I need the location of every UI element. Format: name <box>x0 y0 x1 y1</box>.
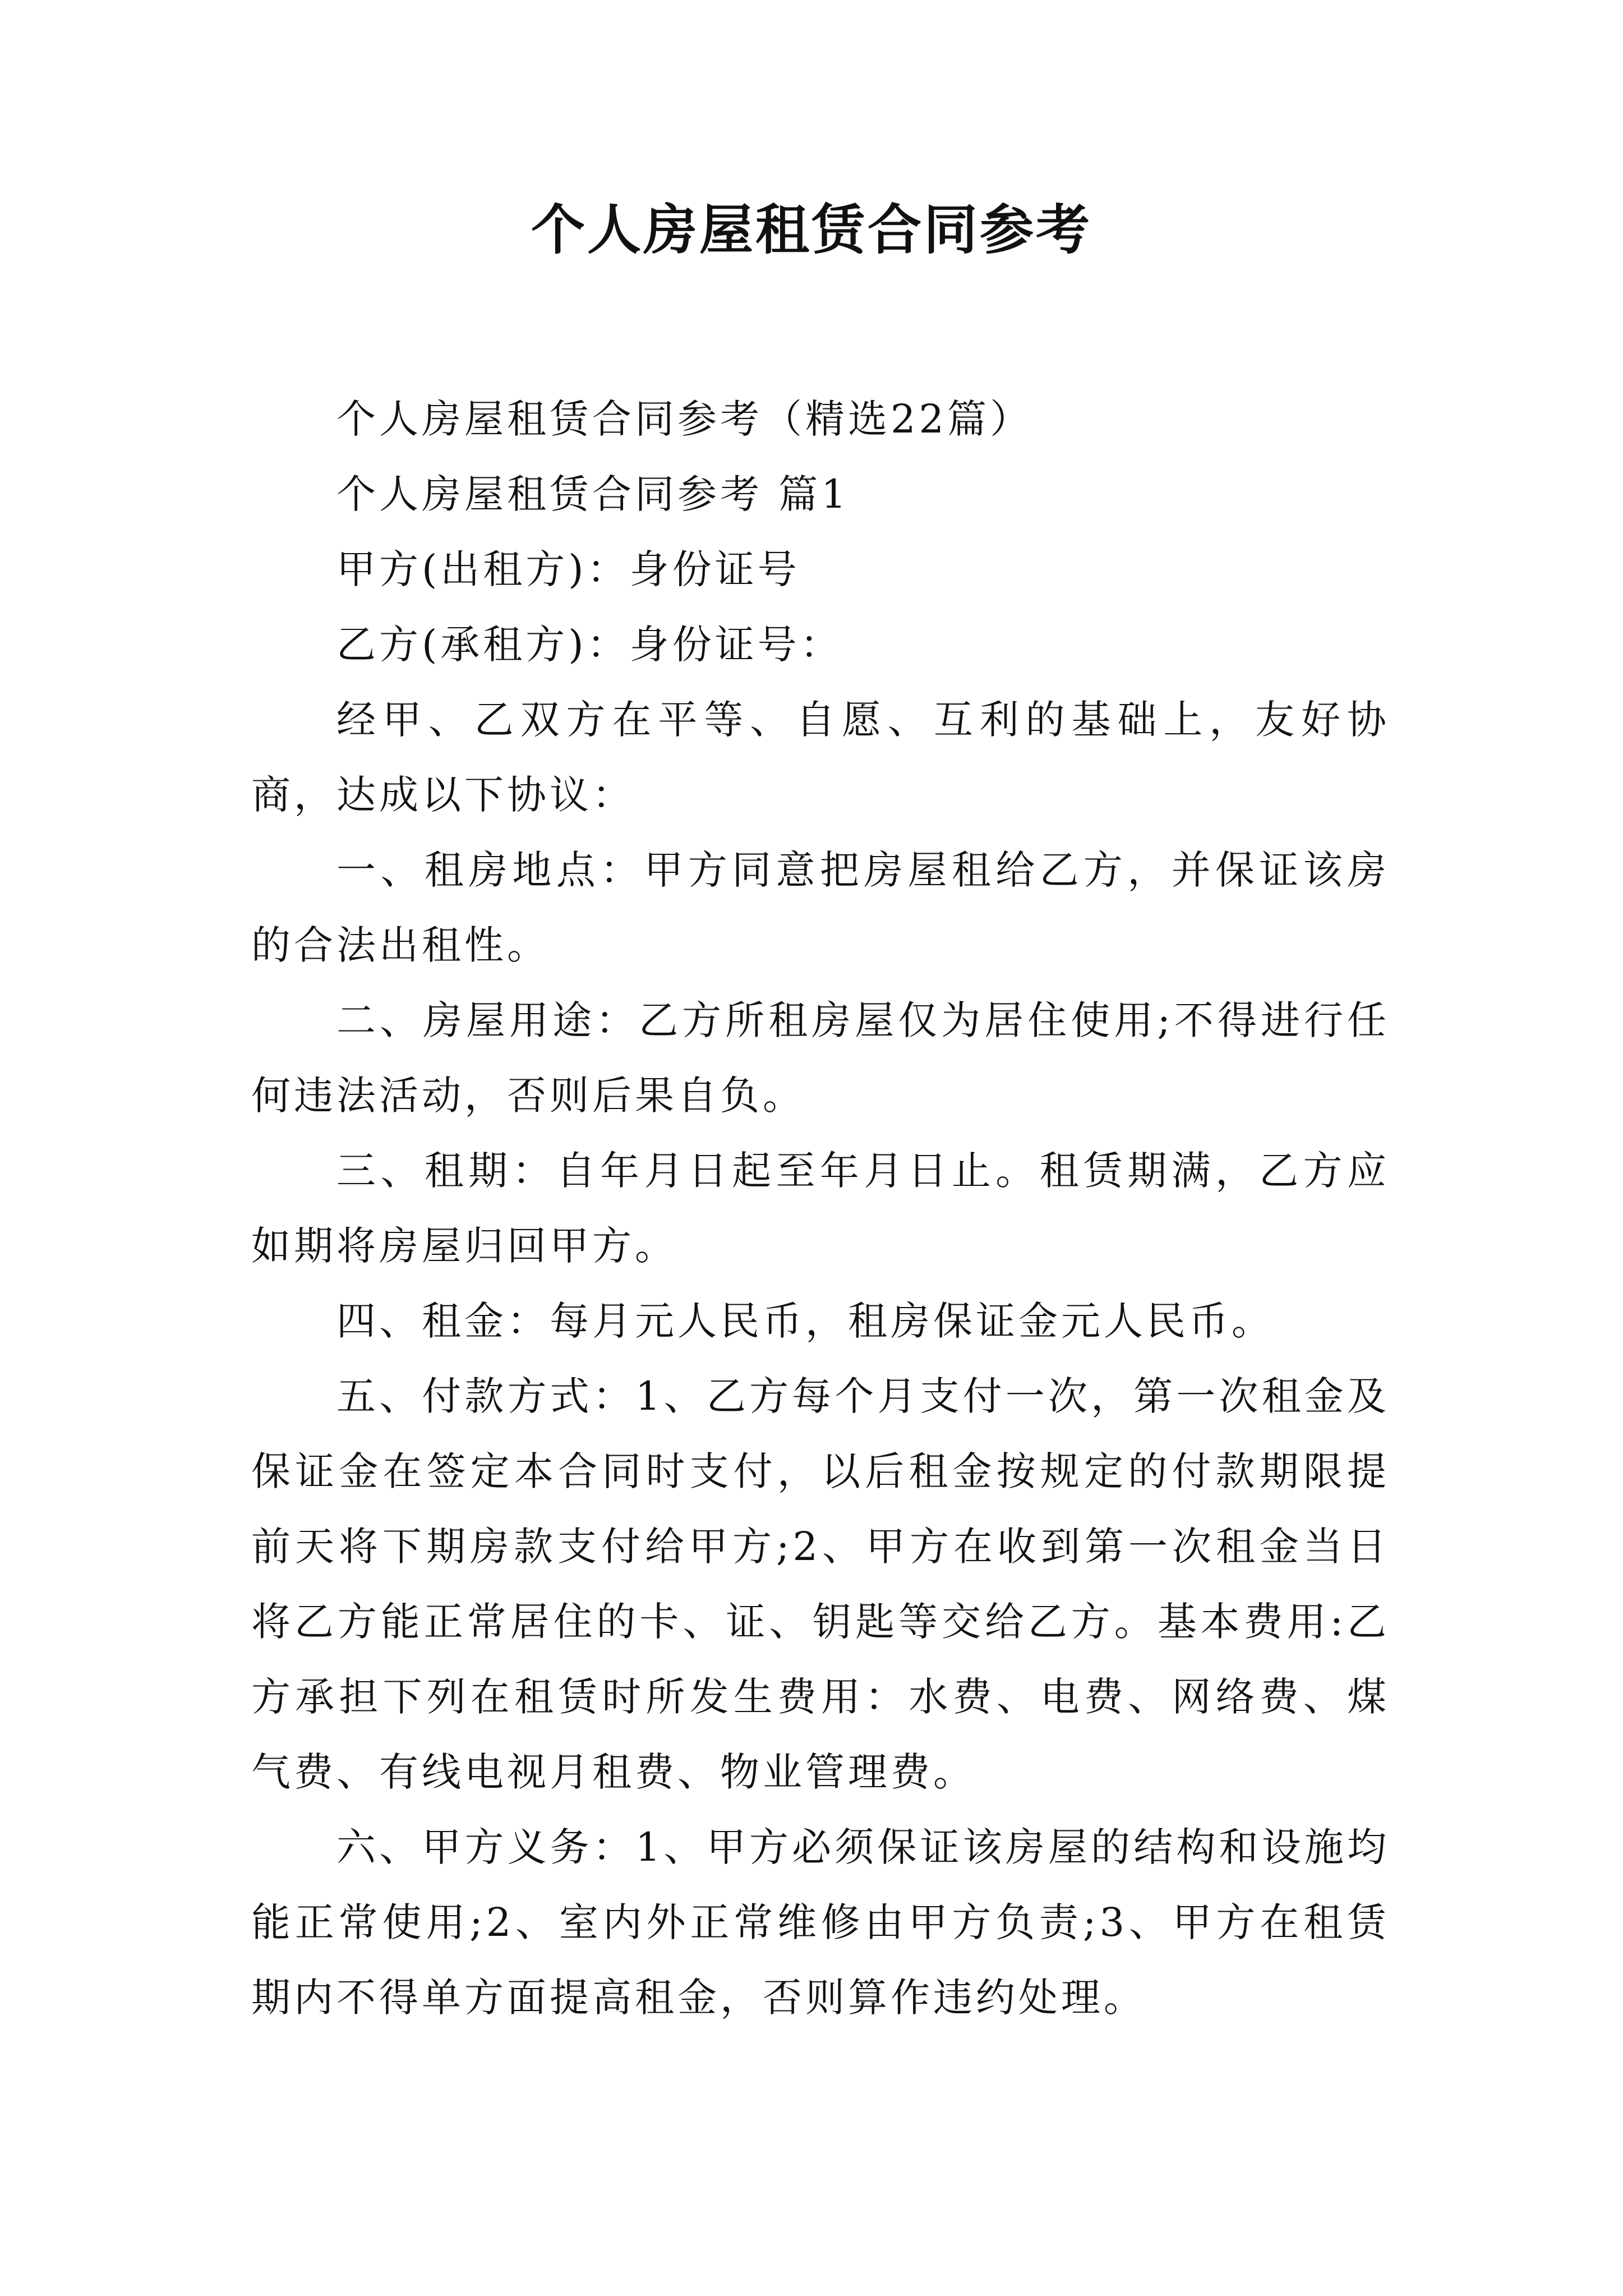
paragraph-subtitle: 个人房屋租赁合同参考（精选22篇） <box>336 396 1033 442</box>
paragraph-clause-4: 四、租金：每月元人民币，租房保证金元人民币。 <box>336 1298 1274 1344</box>
paragraph-clause-6: 六、甲方义务：1、甲方必须保证该房屋的结构和设施均能正常使用;2、室内外正常维修由甲方负责;3、甲方在租赁期内不得单方面提高租金，否则算作违约处理。 <box>251 1824 1390 2021</box>
paragraph-party-a: 甲方(出租方)：身份证号 <box>336 546 800 592</box>
paragraph-clause-5: 五、付款方式：1、乙方每个月支付一次，第一次租金及保证金在签定本合同时支付，以后租金按规定的付款期限提前天将下期房款支付给甲方;2、甲方在收到第一次租金当日将乙方能正常居住的卡、证、钥匙等交给乙方。基本费用:乙方承担下列在租赁时所发生费用：水费、电费、网络费、煤气费、有线电视月租费、物业管理费。 <box>251 1373 1390 1795</box>
document-body <box>251 381 1390 2035</box>
paragraph-party-b: 乙方(承租方)：身份证号： <box>336 622 843 668</box>
paragraph-clause-1: 一、租房地点：甲方同意把房屋租给乙方，并保证该房的合法出租性。 <box>251 847 1390 968</box>
document-title: 个人房屋租赁合同参考 <box>531 198 1092 261</box>
paragraph-clause-3: 三、租期：自年月日起至年月日止。租赁期满，乙方应如期将房屋归回甲方。 <box>251 1148 1390 1269</box>
paragraph-clause-2: 二、房屋用途：乙方所租房屋仅为居住使用;不得进行任何违法活动，否则后果自负。 <box>251 997 1390 1119</box>
paragraph-section-heading: 个人房屋租赁合同参考 篇1 <box>336 471 850 517</box>
paragraph-preamble: 经甲、乙双方在平等、自愿、互利的基础上，友好协商，达成以下协议： <box>251 697 1390 818</box>
